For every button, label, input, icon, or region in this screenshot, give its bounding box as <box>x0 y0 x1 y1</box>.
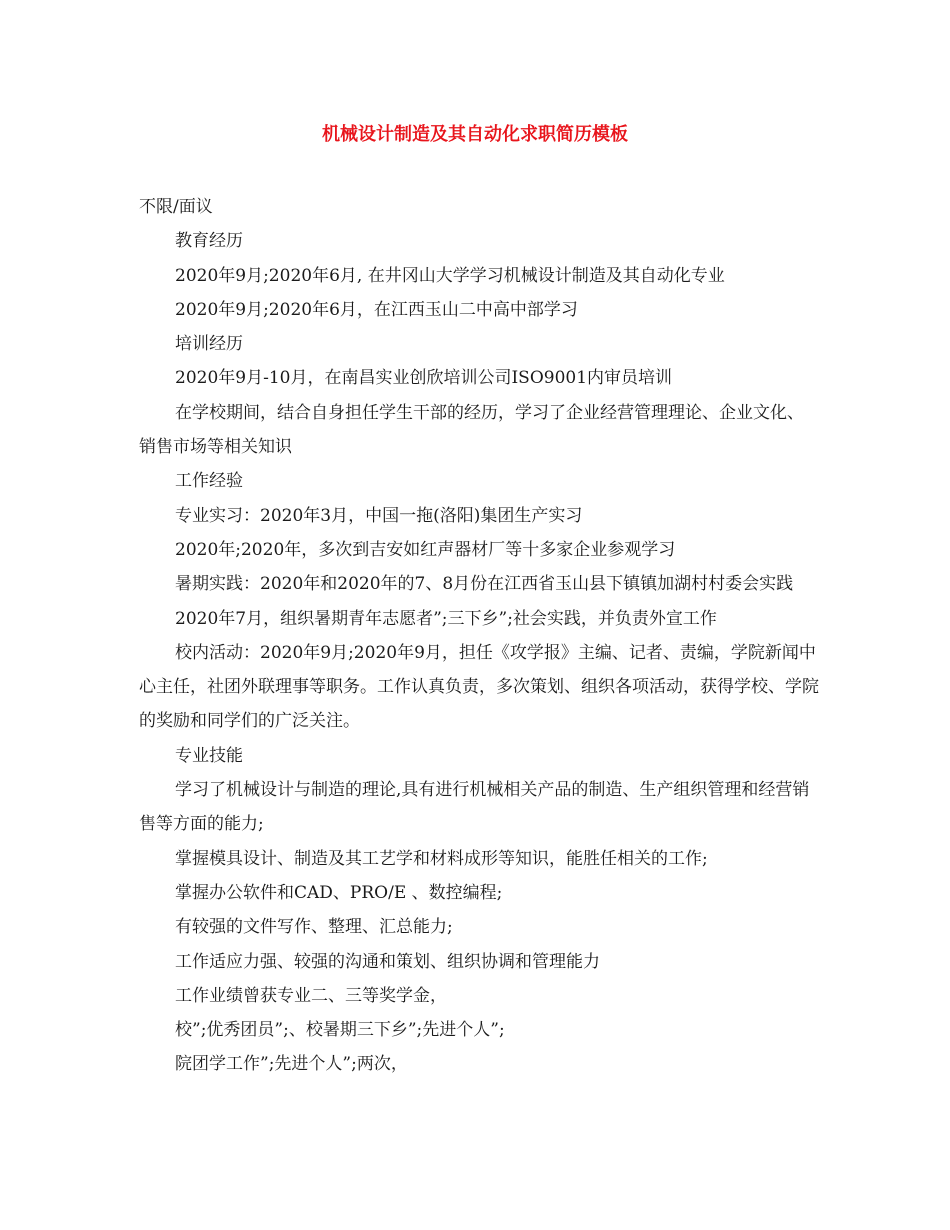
skill-entry: 掌握办公软件和CAD、PRO/E 、数控编程; <box>175 882 503 903</box>
skill-entry: 有较强的文件写作、整理、汇总能力; <box>175 917 453 938</box>
skill-entry: 工作适应力强、较强的沟通和策划、组织协调和管理能力 <box>175 951 600 972</box>
work-entry: 专业实习：2020年3月，中国一拖(洛阳)集团生产实习 <box>175 505 583 526</box>
work-entry: 2020年7月，组织暑期青年志愿者”;三下乡”;社会实践，并负责外宣工作 <box>175 608 717 629</box>
section-heading-education: 教育经历 <box>175 231 243 252</box>
work-entry: 暑期实践：2020年和2020年的7、8月份在江西省玉山县下镇镇加湖村村委会实践 <box>175 574 794 595</box>
skill-entry: 学习了机械设计与制造的理论,具有进行机械相关产品的制造、生产组织管理和经营销售等方面的能力; <box>139 780 810 835</box>
section-heading-skills: 专业技能 <box>175 745 243 766</box>
training-entry: 2020年9月-10月，在南昌实业创欣培训公司ISO9001内审员培训 <box>175 368 673 389</box>
education-entry: 2020年9月;2020年6月，在江西玉山二中高中部学习 <box>175 299 578 320</box>
work-entry: 2020年;2020年，多次到吉安如红声器材厂等十多家企业参观学习 <box>175 539 676 560</box>
section-heading-training: 培训经历 <box>175 334 243 355</box>
document-title: 机械设计制造及其自动化求职简历模板 <box>322 124 628 145</box>
document-body <box>139 190 819 1082</box>
work-entry: 校内活动：2020年9月;2020年9月，担任《攻学报》主编、记者、责编，学院新闻中心主任，社团外联理事等职务。工作认真负责，多次策划、组织各项活动，获得学校、学院的奖励和同学们的广泛关注。 <box>139 642 819 732</box>
skill-entry: 掌握模具设计、制造及其工艺学和材料成形等知识，能胜任相关的工作; <box>175 848 708 869</box>
section-heading-work: 工作经验 <box>175 471 243 492</box>
achievement-entry: 院团学工作”;先进个人”;两次， <box>175 1054 408 1075</box>
training-entry: 在学校期间，结合自身担任学生干部的经历，学习了企业经营管理理论、企业文化、销售市场等相关知识 <box>139 402 804 458</box>
achievement-entry: 校”;优秀团员”;、校暑期三下乡”;先进个人”; <box>175 1020 505 1041</box>
achievement-entry: 工作业绩曾获专业二、三等奖学金， <box>175 985 447 1006</box>
salary-line: 不限/面议 <box>139 197 213 217</box>
education-entry: 2020年9月;2020年6月, 在井冈山大学学习机械设计制造及其自动化专业 <box>175 265 725 286</box>
